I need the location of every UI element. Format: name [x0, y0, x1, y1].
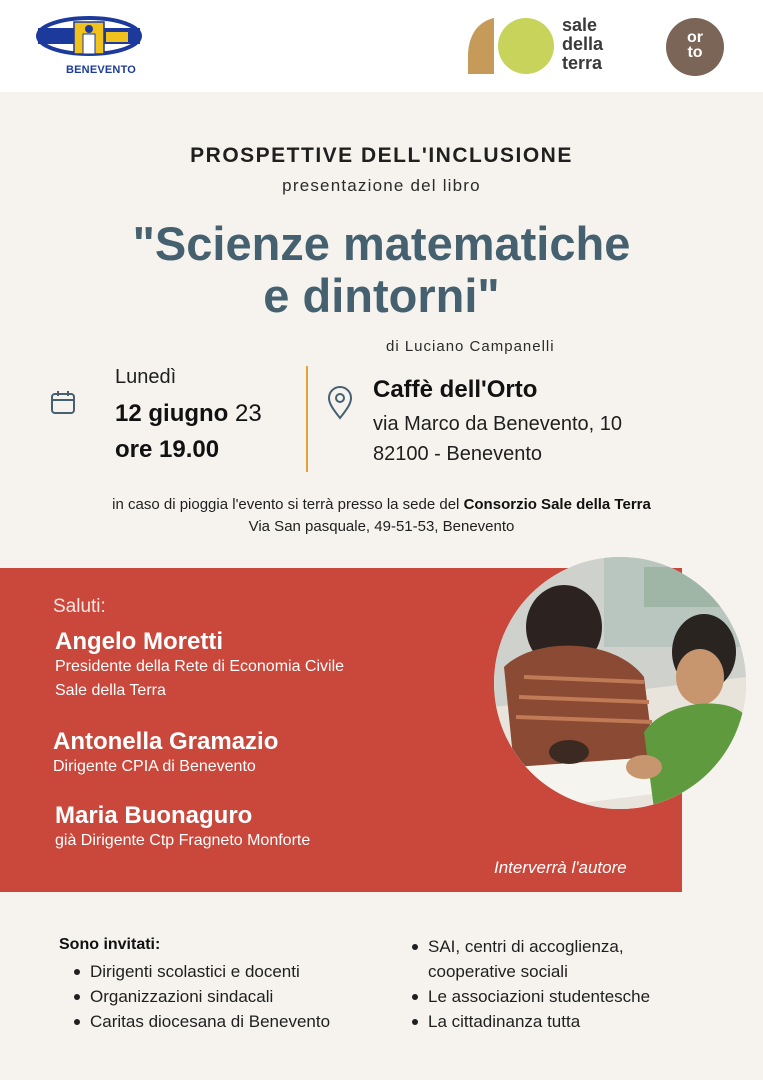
cpia-arch-logo-icon [36, 14, 142, 64]
orto-wordmark [666, 30, 724, 60]
orto-logo [666, 18, 724, 76]
list-item: La cittadinanza tutta [406, 1009, 650, 1034]
rain-note-text: in caso di pioggia l'evento si terrà presso la sede del [112, 496, 464, 513]
invited-list-right [406, 934, 650, 1034]
speaker-role: già Dirigente Ctp Fragneto Monforte [55, 832, 311, 849]
sale-della-terra-mark-icon [464, 16, 556, 78]
sale-word: sale [562, 15, 598, 35]
speaker-role: Sale della Terra [55, 682, 166, 699]
list-item: Dirigenti scolastici e docenti [68, 959, 330, 984]
rain-note [0, 496, 763, 513]
speaker-role: Dirigente CPIA di Benevento [53, 758, 256, 775]
orto-line1: or [687, 29, 703, 46]
event-subkicker: presentazione del libro [282, 176, 481, 195]
venue-address-line1: via Marco da Benevento, 10 [373, 413, 623, 435]
event-kicker: PROSPETTIVE DELL'INCLUSIONE [190, 144, 573, 167]
speaker-role: Presidente della Rete di Economia Civile [55, 658, 345, 675]
speaker-name: Angelo Moretti [55, 628, 223, 655]
event-time: ore 19.00 [115, 436, 220, 463]
calendar-icon [50, 390, 76, 416]
sale-della-terra-wordmark [562, 16, 603, 73]
rain-address: Via San pasquale, 49-51-53, Benevento [248, 518, 515, 535]
event-date-bold: 12 giugno [115, 400, 229, 427]
della-word: della [562, 34, 604, 54]
event-date [115, 400, 262, 428]
location-pin-icon [326, 386, 354, 420]
cpia-logo-text: BENEVENTO [66, 64, 137, 76]
date-venue-divider [306, 366, 308, 472]
sale-della-terra-logo [464, 16, 624, 78]
header [0, 0, 763, 92]
invited-heading: Sono invitati: [59, 936, 161, 953]
book-title [0, 218, 763, 322]
speaker-name: Maria Buonaguro [55, 802, 253, 829]
venue-name: Caffè dell'Orto [373, 376, 538, 403]
event-day: Lunedì [115, 366, 177, 388]
classroom-photo [494, 557, 746, 809]
book-title-line1: "Scienze matematiche [132, 217, 631, 270]
cpia-logo [36, 14, 142, 78]
list-item: Caritas diocesana di Benevento [68, 1009, 330, 1034]
orto-line2: to [687, 44, 703, 61]
speaker-name: Antonella Gramazio [53, 728, 279, 755]
list-item: SAI, centri di accoglienza, [406, 934, 650, 959]
list-item-continuation: cooperative sociali [428, 962, 568, 981]
author-byline: di Luciano Campanelli [386, 338, 555, 355]
invited-list-left [68, 959, 330, 1034]
terra-word: terra [562, 53, 603, 73]
book-title-line2: e dintorni" [263, 269, 500, 322]
author-note: Interverrà l'autore [494, 858, 627, 877]
rain-note-venue: Consorzio Sale della Terra [463, 496, 651, 513]
list-item: Le associazioni studentesche [406, 984, 650, 1009]
event-date-year: 23 [228, 400, 262, 427]
venue-address-line2: 82100 - Benevento [373, 443, 543, 465]
list-item: Organizzazioni sindacali [68, 984, 330, 1009]
speakers-heading: Saluti: [53, 596, 106, 617]
classroom-photo-illustration [494, 557, 746, 809]
